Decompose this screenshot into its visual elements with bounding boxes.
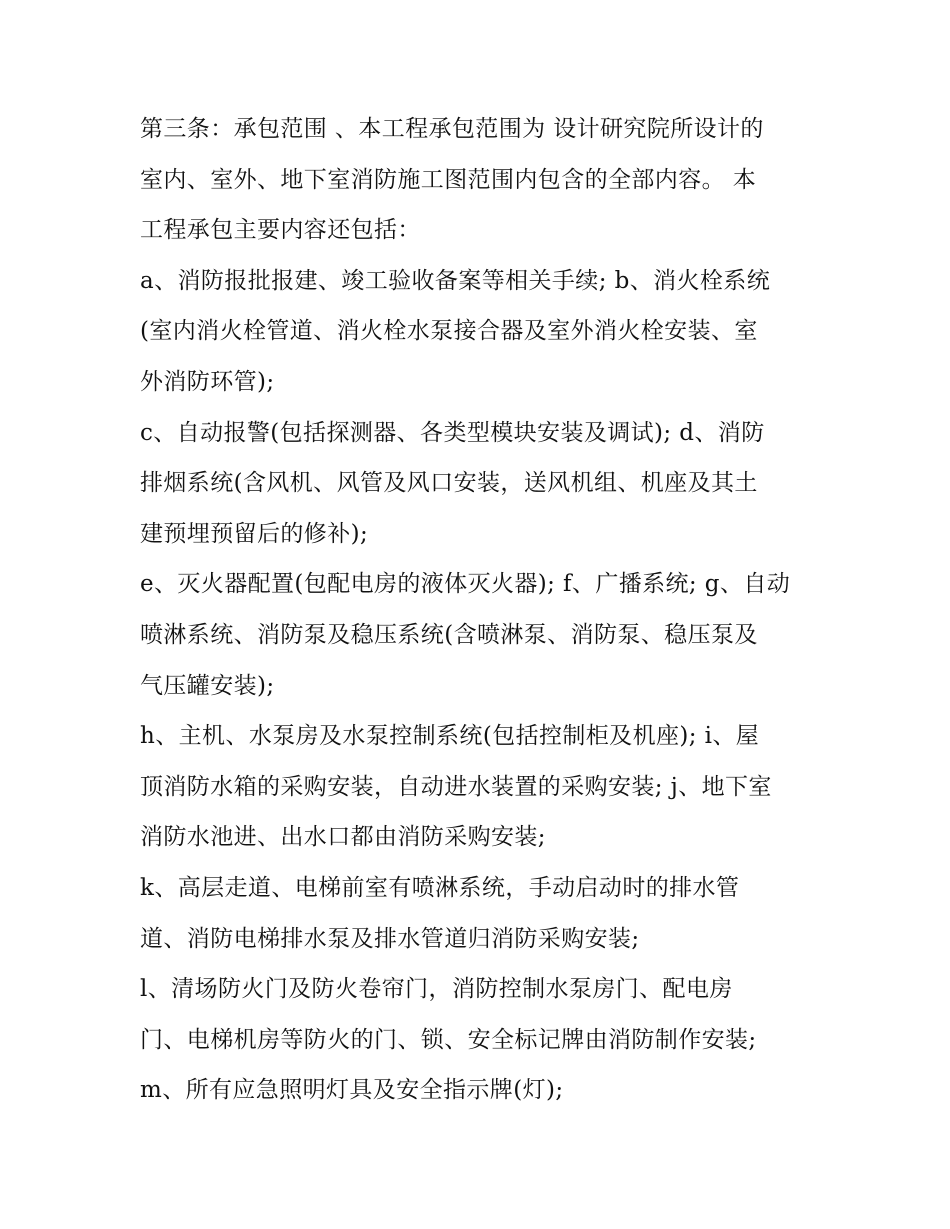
text-line: 排烟系统(含风机、风管及风口安装，送风机组、机座及其土 — [140, 470, 758, 497]
text-line: a、消防报批报建、竣工验收备案等相关手续; b、消火栓系统 — [140, 267, 771, 294]
text-line: 道、消防电梯排水泵及排水管道归消防采购安装; — [140, 925, 640, 952]
text-line: 消防水池进、出水口都由消防采购安装; — [140, 824, 546, 851]
text-line: 第三条：承包范围 、本工程承包范围为 设计研究院所设计的 — [140, 116, 764, 142]
text-line: 喷淋系统、消防泵及稳压系统(含喷淋泵、消防泵、稳压泵及 — [140, 621, 758, 648]
text-line: k、高层走道、电梯前室有喷淋系统，手动启动时的排水管 — [140, 874, 740, 901]
text-line: h、主机、水泵房及水泵控制系统(包括控制柜及机座); i、屋 — [140, 723, 760, 750]
text-line: 外消防环管); — [140, 368, 275, 395]
text-line: 门、电梯机房等防火的门、锁、安全标记牌由消防制作安装; — [140, 1026, 757, 1053]
text-line: m、所有应急照明灯具及安全指示牌(灯); — [140, 1077, 564, 1104]
text-line: c、自动报警(包括探测器、各类型模块安装及调试); d、消防 — [140, 419, 765, 446]
document-body — [140, 104, 830, 1116]
text-line: (室内消火栓管道、消火栓水泵接合器及室外消火栓安装、室 — [140, 318, 758, 345]
text-line: 室内、室外、地下室消防施工图范围内包含的全部内容。 本 — [140, 166, 757, 193]
text-line: 工程承包主要内容还包括： — [140, 217, 421, 244]
text-line: 顶消防水箱的采购安装，自动进水装置的采购安装; j、地下室 — [140, 773, 772, 800]
text-line: l、清场防火门及防火卷帘门，消防控制水泵房门、配电房 — [140, 976, 733, 1003]
text-line: e、灭火器配置(包配电房的液体灭火器); f、广播系统; g、自动 — [140, 571, 791, 598]
text-line: 建预埋预留后的修补); — [140, 520, 369, 547]
text-line: 气压罐安装); — [140, 672, 275, 699]
